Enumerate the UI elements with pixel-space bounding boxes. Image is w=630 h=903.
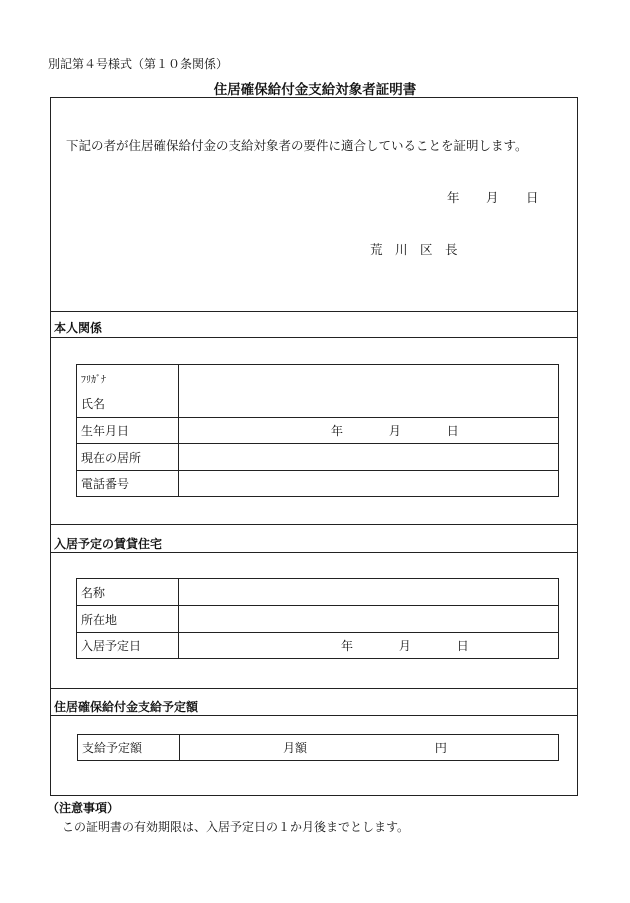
yen-label: 円 bbox=[434, 741, 447, 755]
housing-info-table bbox=[76, 578, 559, 659]
move-year: 年 bbox=[341, 639, 354, 653]
address-field[interactable] bbox=[179, 444, 559, 471]
birthdate-label: 生年月日 bbox=[77, 418, 179, 444]
form-number: 別記第４号様式（第１０条関係） bbox=[48, 57, 229, 71]
name-label-cell bbox=[77, 365, 179, 418]
certification-statement: 下記の者が住居確保給付金の支給対象者の要件に適合していることを証明します。 bbox=[66, 138, 528, 153]
birth-month: 月 bbox=[388, 424, 401, 438]
housing-location-field[interactable] bbox=[179, 606, 559, 633]
move-month: 月 bbox=[398, 639, 411, 653]
cert-date-month[interactable]: 月 bbox=[486, 190, 499, 205]
housing-name-field[interactable] bbox=[179, 579, 559, 606]
name-label: 氏名 bbox=[81, 397, 106, 411]
document-title: 住居確保給付金支給対象者証明書 bbox=[213, 82, 417, 98]
move-day: 日 bbox=[456, 639, 469, 653]
payment-table bbox=[77, 734, 559, 761]
move-in-field[interactable] bbox=[179, 633, 559, 659]
divider bbox=[50, 524, 578, 525]
payment-amount-label: 支給予定額 bbox=[78, 735, 180, 761]
birth-day: 日 bbox=[446, 424, 459, 438]
divider bbox=[50, 311, 578, 312]
address-label: 現在の居所 bbox=[77, 444, 179, 471]
housing-location-label: 所在地 bbox=[77, 606, 179, 633]
payment-amount-field[interactable] bbox=[180, 735, 559, 761]
name-field[interactable] bbox=[179, 365, 559, 418]
issuer-name: 荒 川 区 長 bbox=[370, 242, 458, 257]
divider bbox=[50, 715, 578, 716]
birth-year: 年 bbox=[331, 424, 344, 438]
section-personal-title: 本人関係 bbox=[54, 321, 103, 335]
housing-name-label: 名称 bbox=[77, 579, 179, 606]
divider bbox=[50, 337, 578, 338]
birthdate-field[interactable] bbox=[179, 418, 559, 444]
phone-label: 電話番号 bbox=[77, 471, 179, 497]
notes-text: この証明書の有効期限は、入居予定日の１か月後までとします。 bbox=[62, 820, 410, 834]
section-housing-title: 入居予定の賃貸住宅 bbox=[54, 537, 163, 551]
divider bbox=[50, 688, 578, 689]
cert-date-day[interactable]: 日 bbox=[526, 190, 539, 205]
divider bbox=[50, 552, 578, 553]
section-payment-title: 住居確保給付金支給予定額 bbox=[54, 700, 199, 714]
furigana-label: ﾌﾘｶﾞﾅ bbox=[81, 375, 106, 386]
cert-date-year[interactable]: 年 bbox=[447, 190, 460, 205]
move-in-label: 入居予定日 bbox=[77, 633, 179, 659]
personal-info-table bbox=[76, 364, 559, 497]
monthly-label: 月額 bbox=[283, 741, 308, 755]
phone-field[interactable] bbox=[179, 471, 559, 497]
notes-heading: （注意事項） bbox=[47, 801, 120, 815]
